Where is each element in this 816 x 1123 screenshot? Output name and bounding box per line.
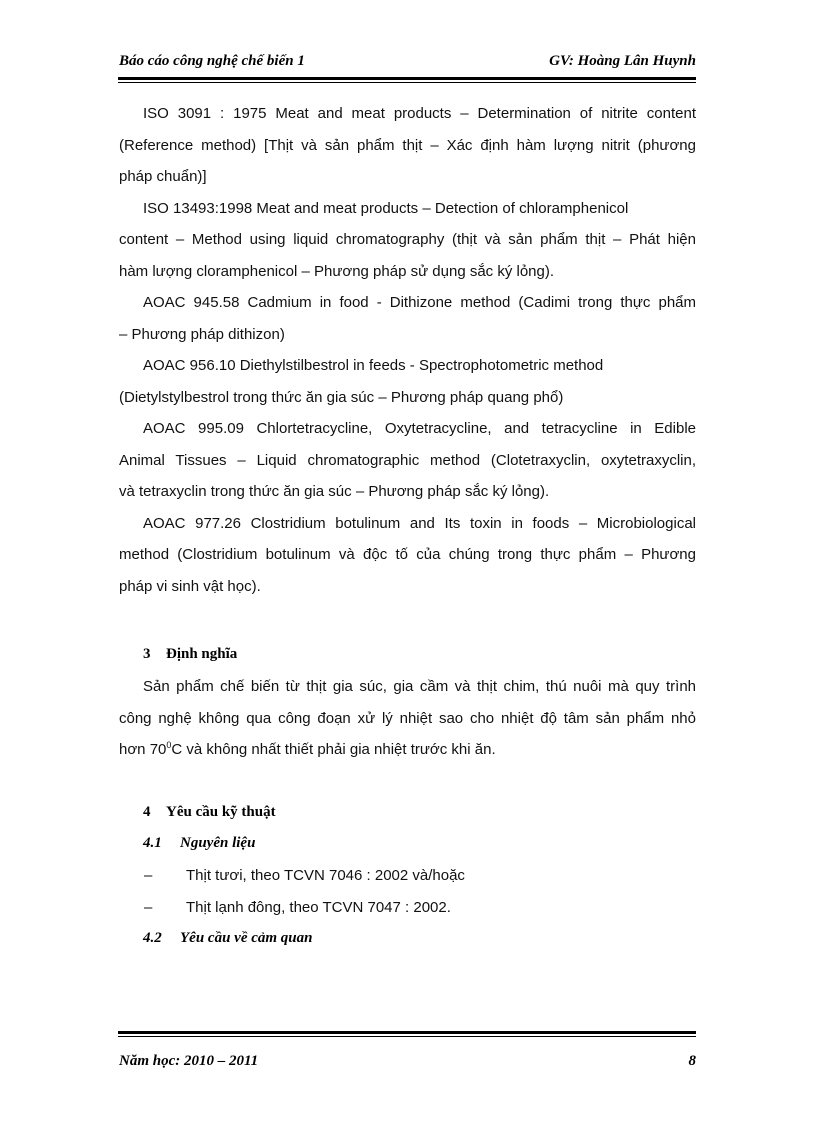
section-4-heading xyxy=(143,804,276,821)
reference-1-line-3: pháp chuẩn)] xyxy=(119,168,207,185)
subsection-4-1-number: 4.1 xyxy=(143,835,162,851)
footer-rule-thick xyxy=(118,1031,696,1034)
section-3-heading xyxy=(143,646,237,663)
header-rule-thin xyxy=(118,82,696,83)
section-4-title: Yêu cầu kỹ thuật xyxy=(166,804,276,820)
reference-5-line-1: AOAC 995.09 Chlortetracycline, Oxytetracycline, and tetracycline in Edible xyxy=(143,420,696,437)
definition-line-3 xyxy=(119,734,696,766)
raw-material-text-2: Thịt lạnh đông, theo TCVN 7047 : 2002. xyxy=(186,899,451,916)
reference-2-line-3: hàm lượng cloramphenicol – Phương pháp sử dụng sắc ký lỏng). xyxy=(119,262,555,280)
reference-1-line-2: (Reference method) [Thịt và sản phẩm thịt – Xác định hàm lượng nitrit (phương xyxy=(119,136,696,154)
definition-line-3-end: C và không nhất thiết phải gia nhiệt trước khi ăn. xyxy=(171,741,496,758)
reference-6-line-3: pháp vi sinh vật học). xyxy=(119,577,261,595)
reference-4-line-1: AOAC 956.10 Diethylstilbestrol in feeds - Spectrophotometric method xyxy=(143,357,604,374)
raw-material-item-2 xyxy=(144,899,451,916)
section-3-number: 3 xyxy=(143,646,151,662)
footer-school-year: Năm học: 2010 – 2011 xyxy=(119,1053,259,1069)
raw-material-item-1 xyxy=(144,867,465,884)
subsection-4-2-title: Yêu cầu về cảm quan xyxy=(180,930,313,946)
reference-3-line-1: AOAC 945.58 Cadmium in food - Dithizone method (Cadimi trong thực phẩm xyxy=(143,294,696,311)
subsection-4-1-heading xyxy=(143,835,255,852)
definition-line-2: công nghệ không qua công đoạn xử lý nhiệt sao cho nhiệt độ tâm sản phẩm nhỏ xyxy=(119,709,696,727)
header-report-title: Báo cáo công nghệ chế biến 1 xyxy=(119,53,305,69)
subsection-4-2-number: 4.2 xyxy=(143,930,162,946)
section-4-number: 4 xyxy=(143,804,151,820)
reference-6-line-1: AOAC 977.26 Clostridium botulinum and Its toxin in foods – Microbiological xyxy=(143,514,696,532)
reference-2-line-2: content – Method using liquid chromatography (thịt và sản phẩm thịt – Phát hiện xyxy=(119,231,696,248)
reference-4-line-2: (Dietylstylbestrol trong thức ăn gia súc – Phương pháp quang phổ) xyxy=(119,388,564,406)
section-3-title: Định nghĩa xyxy=(166,646,238,662)
subsection-4-1-title: Nguyên liệu xyxy=(180,835,256,851)
reference-2-line-1: ISO 13493:1998 Meat and meat products – Detection of chloramphenicol xyxy=(143,199,629,217)
subsection-4-2-heading xyxy=(143,930,313,947)
reference-3-line-2: – Phương pháp dithizon) xyxy=(119,325,285,343)
definition-line-1: Sản phẩm chế biến từ thịt gia súc, gia cầm và thịt chim, thú nuôi mà quy trình xyxy=(143,678,696,695)
section-3-definition xyxy=(119,671,696,766)
header-lecturer: GV: Hoàng Lân Huynh xyxy=(549,53,696,69)
definition-line-3-start: hơn 70 xyxy=(119,741,167,758)
footer-rule-thin xyxy=(118,1036,696,1037)
reference-5-line-3: và tetraxyclin trong thức ăn gia súc – Phương pháp sắc ký lỏng). xyxy=(119,483,550,500)
list-dash: – xyxy=(144,899,153,916)
raw-material-text-1: Thịt tươi, theo TCVN 7046 : 2002 và/hoặc xyxy=(186,867,465,884)
reference-1-line-1: ISO 3091 : 1975 Meat and meat products – Determination of nitrite content xyxy=(143,105,696,122)
footer-page-number: 8 xyxy=(688,1053,696,1069)
reference-6-line-2: method (Clostridium botulinum và độc tố của chúng trong thực phẩm – Phương xyxy=(119,546,696,563)
degree-superscript: 0 xyxy=(166,740,172,750)
references-list xyxy=(119,98,696,602)
header-rule-thick xyxy=(118,77,696,80)
list-dash: – xyxy=(144,867,153,884)
reference-5-line-2: Animal Tissues – Liquid chromatographic method (Clotetraxyclin, oxytetraxyclin, xyxy=(119,451,696,469)
